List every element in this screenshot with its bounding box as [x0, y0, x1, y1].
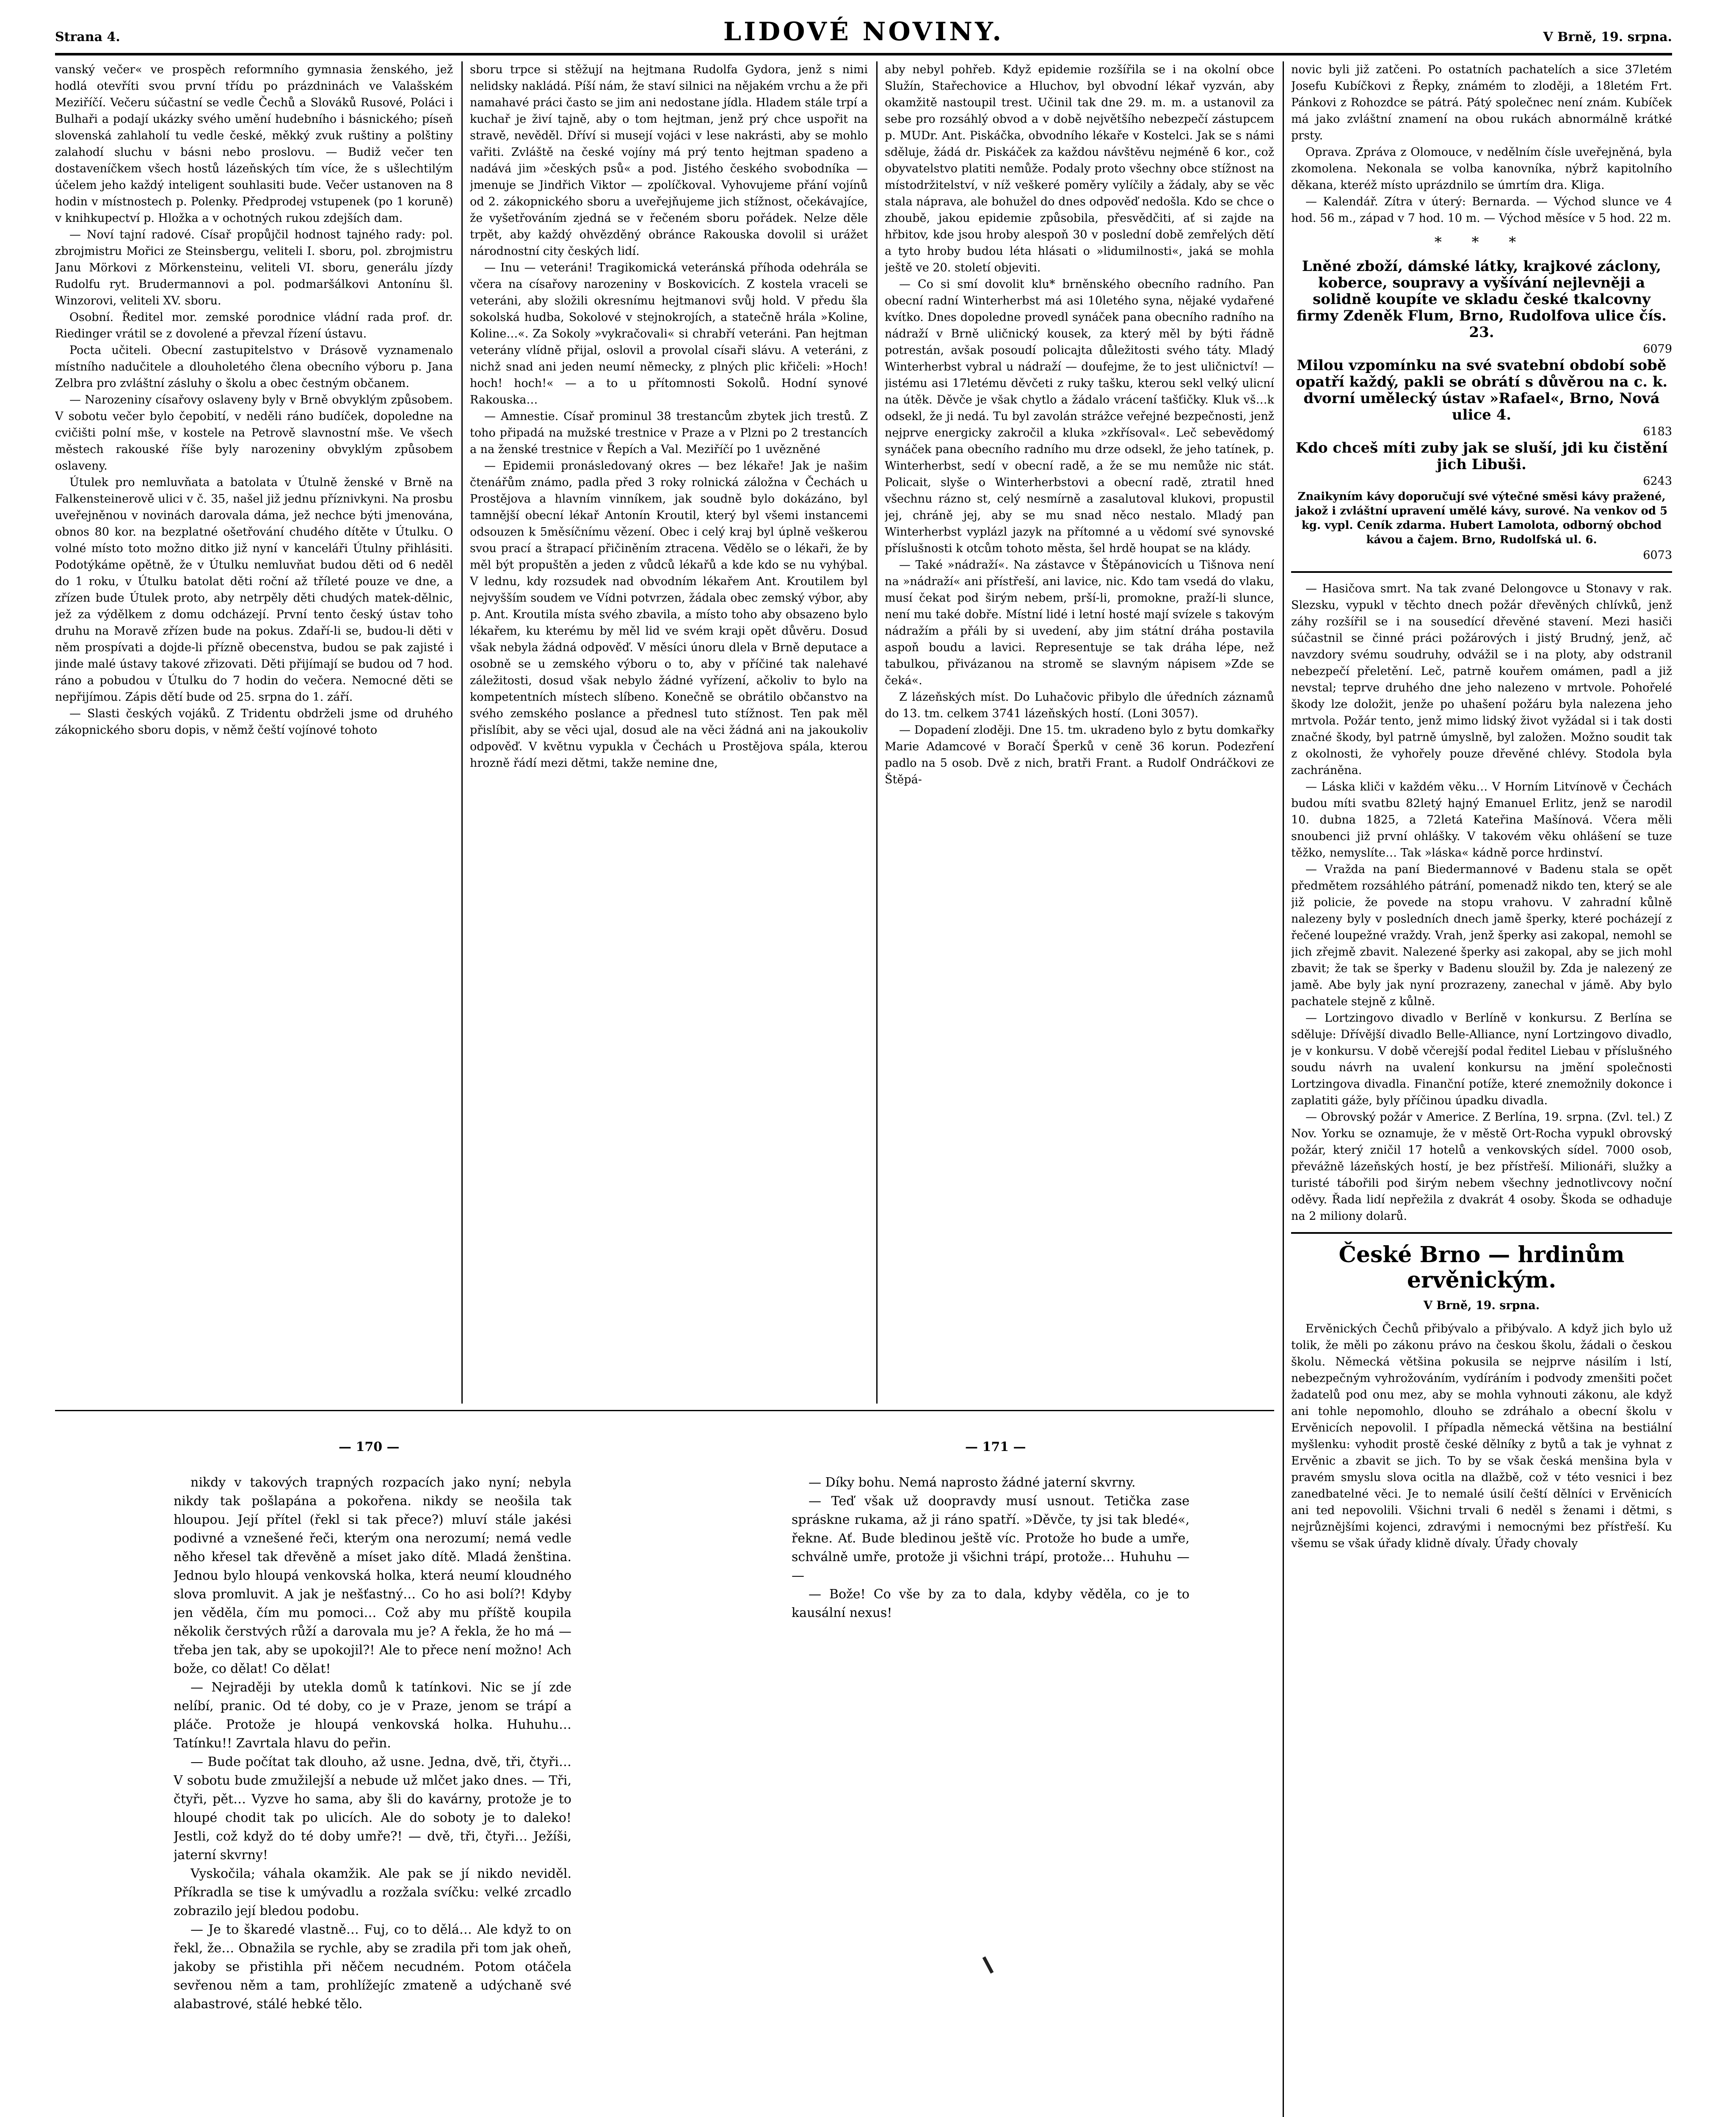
advertisement: Milou vzpomínku na své svatební období sobě opatří každý, pakli se obrátí s důvěrou na c. k. dvorní umělecký ústav »Rafael«, Brno, Nová ulice 4.: [1295, 357, 1668, 423]
article-paragraph: — Narozeniny císařovy oslaveny byly v Brně obvyklým způsobem. V sobotu večer bylo čepobití, v neděli ráno budíček, dopoledne na cvičišti polní mše, v kostele na Petrově slavnostní mše. Ve všech městech rakouské říše byly narozeniny obvyklým způsobem oslaveny.: [55, 393, 453, 473]
print-mark: [983, 1957, 994, 1974]
novel-paragraph: nikdy v takových trapných rozpacích jako nyní; nebyla nikdy tak pošlapána a pokořena. nikdy se neošila tak hloupou. Její přítel (řekl si tak přece?) mluví stále jakési podivné a vznešené řeči, kterým ona nerozumí; nemá vedle něho křesel tak dřevěně a míset jako dítě. Mladá ženština. Jednou bylo hloupá venkovská holka, která neumí kloudného slova promluvit. A jak je nešťastný… Co ho asi bolí?! Kdyby jen věděla, čím mu pomoci… Což aby mu příště koupila několik čerstvých růží a darovala mu je? A řekla, že ho má — třeba jen tak, aby se upokojil?! Ale to přece není možno! Ach bože, co dělat! Co dělat!: [174, 1475, 571, 1676]
column-1: [55, 61, 453, 1404]
column-3: [885, 61, 1274, 1404]
article-paragraph: Útulek pro nemluvňata a batolata v Útulně ženské v Brně na Falkensteinerově ulici v č. 35, našel již jednu příznivkyni. Na prosbu uveřejněnou v novinách darovala dáma, jež nechce býti jmenována, obnos 80 kor. na bezplatné ošetřování chudého dítěte v Útulku. O volné místo toto možno ditko již nyní v kanceláři Útulny přihlásiti. Podotýkáme opětně, že v Útulku nemluvňat budou děti od 6 neděl do 1 roku, v Útulku batolat děti roční až tříleté pouze ve dne, a zřízen bude Útulek proto, aby netrpěly děti chudých matek-dělnic, jež za výdělkem z domu odcházejí. První tento český ústav toho druhu na Moravě zřízen bude na pokus. Zdaří-li se, budou-li děti v něm prospívati a dojde-li přízně obecenstva, budou se pak zajisté i jinde malé ústavy takové zřizovati. Děti přijímají se budou od 7 hod. ráno a pobudou v Útulku do 7 hodin do večera. Nemocné děti se nepřijímou. Zápis dětí bude od 25. srpna do 1. září.: [55, 476, 453, 704]
article-paragraph: — Vražda na paní Biedermannové v Badenu stala se opět předmětem rozsáhlého pátrání, pomenadž nikdo ten, který se ale již policie, že povede na stopu vrahovu. V zahradní kůlně nalezeny byly v posledních dnech jamě šperky, které pocházejí z řečené loupežné vraždy. Vrah, jenž šperky asi zakopal, nemohl se jich zřejmě zbavit. Nalezené šperky asi zakopal, aby se jich mohl zbavit; že tak se šperky v Badenu sloužil by. Zda je nalezený ze jamě. Abe byly jak nyní prozrazeny, zanechal v jámě. Aby bylo pachatele stejně z kůlně.: [1291, 863, 1672, 1008]
novel-left-column: [174, 1473, 571, 2117]
article-paragraph: Ervěnických Čechů přibývalo a přibývalo. A když jich bylo už tolik, že měli po zákonu právo na českou školu, žádali o českou školu. Německá většina pokusila se nejprve násilím i lstí, nebezpečným vyhrožováním, vydíráním i podvody zmenšiti počet žadatelů pod onu mez, aby se mohla vyhnouti zákonu, ale když ani tohle nepomohlo, dlouho se zdráhalo a obecní školu v Ervěnicích nepovolil. I případla německá většina na bestiální myšlenku: vyhodit prostě české dělníky z bytů a tak je vyhnat z Ervěnic a zbavit se jich. To by se však česká menšina byla v pravém smyslu slova ocitla na dlažbě, což v této vesnici i bez zanedbatelné věci. Je to nemalé úsilí čeští dělníci v Ervěnicích ani ted nepovolili. Všichni trvali 6 neděl s ženami i dětmi, s nejrůznějšími kojenci, zdravými i nemocnými bez přístřeší. Ku všemu se však úřady klidně dívaly. Úřady chovaly: [1291, 1322, 1672, 1550]
novel-paragraph: — Bude počítat tak dlouho, až usne. Jedna, dvě, tři, čtyři… V sobotu bude zmužilejší a nebude už mlčet jako dnes. — Tři, čtyři, pět… Vyzve ho sama, aby šli do kavárny, protože je to hloupé chodit tak po ulicích. Ale do soboty je to daleko! Jestli, což když do té doby umře?! — dvě, tři, čtyři… Ježíši, jaterní skvrny!: [174, 1755, 571, 1863]
column-2: [470, 61, 868, 1404]
article-paragraph: — Slasti českých vojáků. Z Tridentu obdrželi jsme od druhého zákopnického sboru dopis, v němž čeští vojínové tohoto: [55, 707, 453, 737]
ad-rule: [1291, 571, 1672, 573]
section-rule: [1291, 1232, 1672, 1234]
page-number-left: — 170 —: [339, 1440, 400, 1454]
article-paragraph: — Epidemii pronásledovaný okres — bez lékaře! Jak je našim čtenářům známo, padla před 3 roky rolnická záložna v Čechách u Prostějova a hlavním vinníkem, jak soudně bylo dokázáno, byl tamnější obecní lékař Antonín Kroutil, který byl všemi instancemi odsouzen k 5měsíčnímu vězení. Obec i celý kraj byl úplně veškerou svou prací a štrapací přičiněním ztracena. Vědělo se o lékaři, že by měl být propuštěn a jeden z vůdců lékařů a kde kdo se nu vyhýbal. V lednu, kdy rozsudek nad obvodním lékařem Ant. Kroutilem byl nejvyšším soudem ve Vídni potvrzen, žádala obec zemský výbor, aby p. Ant. Kroutila místa svého zbavila, a místo toho aby obsazeno bylo lékařem, ku kterému by měl lid ve svém kraji opět důvěru. Dosud však nebyla žádná odpověď. V měsíci únoru dlela v Brně deputace a osobně se u zemského výboru o to, aby v příčiné tak nalehavé záležitosti, dosud však nebylo žádné vyřízení, ačkoliv to bylo na kompetentních místech slíbeno. Konečně se obrátilo občanstvo na svého zemského poslance a přednesl tuto stížnost. Ten pak měl přislíbit, aby se věci ujal, dosud ale na věci žádná ani na jakoukoliv odpověď. V květnu vypukla v Čechách u Prostějova spála, kterou hrozně řádí mezi dětmi, takže nemine dne,: [470, 459, 868, 770]
article-paragraph: — Láska kliči v každém věku… V Horním Litvínově v Čechách budou míti svatbu 82letý hajný Emanuel Erlitz, jenž se narodil 10. dubna 1825, a 72letá Kateřina Mašínová. Včera měli snoubenci již první ohlášky. V takovém věku ohlášení se tuze těžko, nemyslíte… Tak »láska« kádně porce hrdinství.: [1291, 780, 1672, 860]
article-paragraph: — Hasičova smrt. Na tak zvané Delongovce u Stonavy v rak. Slezsku, vypukl v těchto dnech požár dřevěných chlívků, jenž záhy rozšířil se i na sousedící dřevěné stavení. Mezi hasiči súčastnil se činné práci požárových i jistý Brudný, jenž, ač navzdory svému soudruhy, odvážil se i na ploty, aby odstranil nebezpečí přeletění. Leč, patrně kouřem omámen, padl a již nevstal; teprve druhého dne jeho nalezeno v mrtvole. Pohořelé škody lze doložit, jenže po uhašení požáru byla nalezena jeho mrtvola. Požár tento, jenž mimo lidský život vyžádal si i tak dosti značné škody, byl patrně úmyslně, byl založen. Možno soudit tak z okolnosti, že vyhořely pouze dřevěné chlévy. Stodola byla zachráněna.: [1291, 582, 1672, 777]
article-paragraph: vanský večer« ve prospěch reformního gymnasia ženského, jež hodlá otevříti svou první třídu po prázdninách ve Valašském Meziříčí. Večeru súčastní se vedle Čechů a Slováků Rusové, Poláci i Bulhaři a podají ukázky svého umění hudebního i básnického; píseň slovenská zahlaholí tu vedle české, měkký zvuk ruštiny a polštiny zalahodí sluchu v básni nebo proslovu. — Budiž večer ten dostaveníčkem všech hostů lázeňských tím více, že s ušlechtilým účelem jeho každý inteligent souhlasiti bude. Večer ustanoven na 8 hodin v místnostech p. Polenky. Předprodej vstupenek (po 1 koruně) v knihkupectví p. Hložka a v ochotných rukou zdejších dam.: [55, 63, 453, 225]
article-paragraph: Pocta učiteli. Obecní zastupitelstvo v Drásově vyznamenalo místního nadučitele a dlouholetého člena obecního výboru p. Jana Zelbra pro zvláštní zásluhy o školu a obec čestným občanem.: [55, 344, 453, 390]
article-paragraph: — Obrovský požár v Americe. Z Berlína, 19. srpna. (Zvl. tel.) Z Nov. Yorku se oznamuje, že v městě Ort-Rocha vypukl obrovský požár, který zničil 17 hotelů a venkovských sídel. 7000 osob, převážně lázeňských hostí, je bez přístřeší. Milionáři, služky a turisté tábořili pod širým nebem všechny jednotlivcovy noční oděvy. Řada lidí nepřežila z dvakrát 4 osoby. Škoda se odhaduje na 2 miliony dolarů.: [1291, 1111, 1672, 1223]
page-number-right: — 171 —: [965, 1440, 1026, 1454]
advertisement: Znaikyním kávy doporučují své výtečné směsi kávy pražené, jakož i zvláštní upravení umělé kávy, surové. Na venkov od 5 kg. vypl. Ceník zdarma. Hubert Lamolota, odborný obchod kávou a čajem. Brno, Rudolfská ul. 6.: [1295, 490, 1668, 546]
column-divider: [876, 61, 878, 1404]
novel-paragraph: — Bože! Co vše by za to dala, kdyby věděla, co je to kausální nexus!: [792, 1587, 1190, 1620]
novel-paragraph: — Teď však už doopravdy musí usnout. Tetička zase spráskne rukama, až ji ráno spatří. »Děvče, ty jsi tak bledé«, řekne. Ať. Bude bledinou ještě víc. Protože ho bude a umře, schválně umře, protože ji všichni trápí, protože… Huhuhu — —: [792, 1494, 1190, 1583]
advertisement: Kdo chceš míti zuby jak se sluší, jdi ku čistění jich Libuši.: [1295, 439, 1668, 473]
feuilleton-rule: [55, 1410, 1274, 1411]
article-paragraph: Z lázeňských míst. Do Luhačovic přibylo dle úředních záznamů do 13. tm. celkem 3741 lázeňských hostí. (Loni 3057).: [885, 691, 1274, 720]
ad-number: 6073: [1643, 549, 1672, 562]
novel-paragraph: Vyskočila; váhala okamžik. Ale pak se jí nikdo neviděl. Příkradla se tise k umývadlu a rozžala svíčku: velké zrcadlo zobrazilo její bledou podobu.: [174, 1866, 571, 1918]
article-paragraph: — Kalendář. Zítra v úterý: Bernarda. — Východ slunce ve 4 hod. 56 m., západ v 7 hod. 10 m. — Východ měsíce v 5 hod. 22 m.: [1291, 195, 1672, 225]
column-divider: [461, 61, 463, 1404]
page-header: [55, 17, 1672, 51]
ad-number: 6183: [1643, 425, 1672, 438]
article-paragraph: — Co si smí dovolit klu* brněnského obecního radního. Pan obecní radní Winterherbst má asi 10letého syna, nějaké vydařené kvítko. Dnes dopoledne provedl synáček pana obecního radního na nádraží v Brně uličnický kousek, za který měl by býti řádně potrestán, avšak posoudí policajta důležitosti svého táty. Mladý Winterherbst vybral u nádraží — doufejme, že to jest uličnictví! — jistému asi 17letému děvčeti z ruky tašku, kterou sekl velký ulicní na útěk. Děvče je však chytlo a žádalo vrácení tašťičky. Kluk vš…k odsekl, že ji nedá. Tu byl zavolán strážce veřejné bezpečnosti, jenž nejprve energicky zakročil a kluka »zkřísoval«. Leč sebevědomý synáček pana obecního radního mu drze odsekl, že jeho tatínek, p. Winterherbst, sedí v obecní radě, a že se mu nemůže nic stát. Policait, slyše o Winterherbstovi a obecní radě, ztratil hned všechnu rázno st, celý nesmírně a zasalutoval klukovi, propustil jej, chráně jej, aby se mu snad něco nestalo. Mladý pan Winterherbst vyplázl jazyk na přítomné a u vědomí své synovské příslušnosti k otcům tohoto města, šel hrdě houpat se na klády.: [885, 278, 1274, 555]
novel-paragraph: — Nejraději by utekla domů k tatínkovi. Nic se jí zde nelíbí, pranic. Od té doby, co je v Praze, jenom se trápí a pláče. Protože je hloupá venkovská holka. Huhuhu… Tatínku!! Zavrtala hlavu do peřin.: [174, 1680, 571, 1751]
novel-paragraph: — Je to škaredé vlastně… Fuj, co to dělá… Ale když to on řekl, že… Obnažila se rychle, aby se zradila při tom jak oheň, jakoby se přistihla při něčem necudném. Potom otáčela sevřenou něm a tam, prohlížejíc zmateně a udýchaně své alabastrové, stálé hebké tělo.: [174, 1922, 571, 2012]
ad-number: 6079: [1643, 343, 1672, 356]
ad-number: 6243: [1643, 475, 1672, 488]
novel-paragraph: — Díky bohu. Nemá naprosto žádné jaterní skvrny.: [809, 1475, 1136, 1490]
article-paragraph: — Dopadení zloději. Dne 15. tm. ukradeno bylo z bytu domkařky Marie Adamcové v Boračí Šperků v ceně 36 korun. Podezření padlo na 5 osob. Dvě z nich, bratři Frant. a Rudolf Ondráčkovi ze Štěpá-: [885, 724, 1274, 786]
dateline: V Brně, 19. srpna.: [1423, 1299, 1540, 1312]
article-paragraph: — Také »nádraží«. Na zástavce v Štěpánovicích u Tišnova není na »nádraží« ani přístřeší, ani lavice, nic. Kdo tam vsedá do vlaku, musí čekat pod širým nebem, prší-li, promokne, praží-li slunce, není mu také dobře. Místní lidé i letní hosté mají svízele s takovým nádražím a přáli by si uvedení, aby jim státní dráha postavila aspoň boudu a lavici. Representuje se tak dráha lépe, než tabulkou, přivázanou na stromě se slavným nápisem »Zde se čeká«.: [885, 558, 1274, 687]
article-paragraph: — Inu — veteráni! Tragikomická veteránská příhoda odehrála se včera na císařovy narozeniny v Boskovicích. Z kostela vraceli se veteráni, aby složili okresnímu hejtmanovi svůj hold. V předu šla sokolská hudba, Sokolové v stejnokrojích, a statečně hrála »Koline, Koline…«. Za Sokoly »vykračovali« si chrabří veteráni. Pan hejtman veterány vlídně přijal, oslovil a provolal císaři slávu. A veteráni, z nichž snad ani jeden neumí německy, z plných plic křičeli: »Hoch! hoch! hoch!« — a to u přítomnosti Sokolů. Hodní synové Rakouska…: [470, 261, 868, 406]
column-4: [1291, 61, 1672, 2117]
column-divider: [1283, 61, 1284, 2117]
article-paragraph: — Noví tajní radové. Císař propůjčil hodnost tajného rady: pol. zbrojmistru Mořici ze Steinsbergu, veliteli I. sboru, pol. zbrojmistru Janu Mörkovi z Mörkensteinu, veliteli VI. sboru, generálu jízdy Rudolfu ryt. Brudermannovi a pol. podmaršálkovi Antonínu šl. Winzorovi, veliteli XV. sboru.: [55, 228, 453, 307]
article-paragraph: Oprava. Zpráva z Olomouce, v nedělním čísle uveřejněná, byla zkomolena. Nekonala se volba kanovníka, nýbrž kapitolního děkana, kteréž místo uprázdnilo se úmrtím dra. Kliga.: [1291, 146, 1672, 192]
article-paragraph: — Amnestie. Císař prominul 38 trestancům zbytek jich trestů. Z toho připadá na mužské trestnice v Praze a v Plzni po 2 trestancích a na ženské trestnice v Řepích a Val. Meziříčí po 1 uvězněné: [470, 410, 868, 456]
section-separator: * * *: [1434, 234, 1529, 251]
page-label: Strana 4.: [55, 30, 120, 44]
newspaper-title: LIDOVÉ NOVINY.: [723, 17, 1004, 47]
article-paragraph: sboru trpce si stěžují na hejtmana Rudolfa Gydora, jenž s nimi nelidsky nakládá. Píší nám, že staví silnici na nějakém vrchu a že při namahavé práci často se jim ani nedostane jídla. Hladem stále trpí a kuchař je živí tajně, aby o tom hejtman, jenž prý chce uspořit na stravě, nevěděl. Dříví si musejí vojáci v lese nakrásti, aby se mohlo vařiti. Zvláště na české vojíny má prý tento hejtman spadeno a nadává jim »českých psů« a pod. Jistého českého svobodníka — jmenuje se Jindřich Viktor — zpolíčkoval. Vyhovujeme přání vojínů od 2. zákopnického sboru a uveřejňujeme jich stížnost, očekávajíce, že vyšetřováním zjedná se v řečeném sboru pořádek. Nelze děle trpět, aby každý ohvězděný obránce Rakouska dovolil si urážet národnostní city českých lidí.: [470, 63, 868, 258]
article-paragraph: — Lortzingovo divadlo v Berlíně v konkursu. Z Berlína se sděluje: Dřívější divadlo Belle-Alliance, nyní Lortzingovo divadlo, je v konkursu. V době včerejší podal ředitel Liebau v příslušného soudu návrh na uvalení konkursu na jmění společnosti Lortzingova divadla. Finanční potíže, které znemožnily dokonce i zaplatiti gáže, byly příčinou úpadku divadla.: [1291, 1012, 1672, 1107]
header-rule: [55, 53, 1672, 55]
section-headline: České Brno — hrdinům ervěnickým.: [1339, 1242, 1625, 1293]
article-paragraph: aby nebyl pohřeb. Když epidemie rozšířila se i na okolní obce Služín, Stařechovice a Hluchov, byl obvodní lékař vyzván, aby okamžitě nastoupil trest. Učinil tak dne 29. m. m. a ustanovil za sebe pro rozsáhlý obvod a v době největšího nebezpečí zástupcem p. MUDr. Ant. Piskáčka, obvodního lékaře v Kostelci. Jak se s námi sděluje, žádá dr. Piskáček za každou návštěvu nejméně 6 kor., což obyvatelstvo platiti nemůže. Podaly proto všechny obce stížnost na místodržitelství, v níž veškeré poměry vylíčily a žádaly, aby se věc stala náprava, ale bohužel do dnes odpověď nedošla. Kdo se chce o zhoubě, jakou epidemie způsobila, přesvědčiti, ať si zajde na hřbitov, kde jsou hroby alespoň 30 v poslední době zemřelých dětí a tyto hroby budou léta hlásati o »lidumilnosti«, jaká se mohla ještě ve 20. století objeviti.: [885, 63, 1274, 274]
advertisement: Lněné zboží, dámské látky, krajkové záclony, koberce, soupravy a vyšívání nejlevněji a solidně koupíte ve skladu české tkalcovny firmy Zdeněk Flum, Brno, Rudolfova ulice čís. 23.: [1297, 258, 1667, 341]
place-date: V Brně, 19. srpna.: [1543, 30, 1672, 44]
article-paragraph: Osobní. Ředitel mor. zemské porodnice vládní rada prof. dr. Riedinger vrátil se z dovolené a převzal řízení ústavu.: [55, 311, 453, 340]
novel-right-column: [792, 1473, 1190, 1812]
article-paragraph: novic byli již zatčeni. Po ostatních pachatelích a sice 37letém Josefu Kubíčkovi z Řepky, známém to zloději, a 18letém Frt. Pánkovi z Rohozdce se pátrá. Pátý společnec není znám. Kubíček má jako zvláštní znamení na obou rukách abnormálně krátké prsty.: [1291, 63, 1672, 142]
